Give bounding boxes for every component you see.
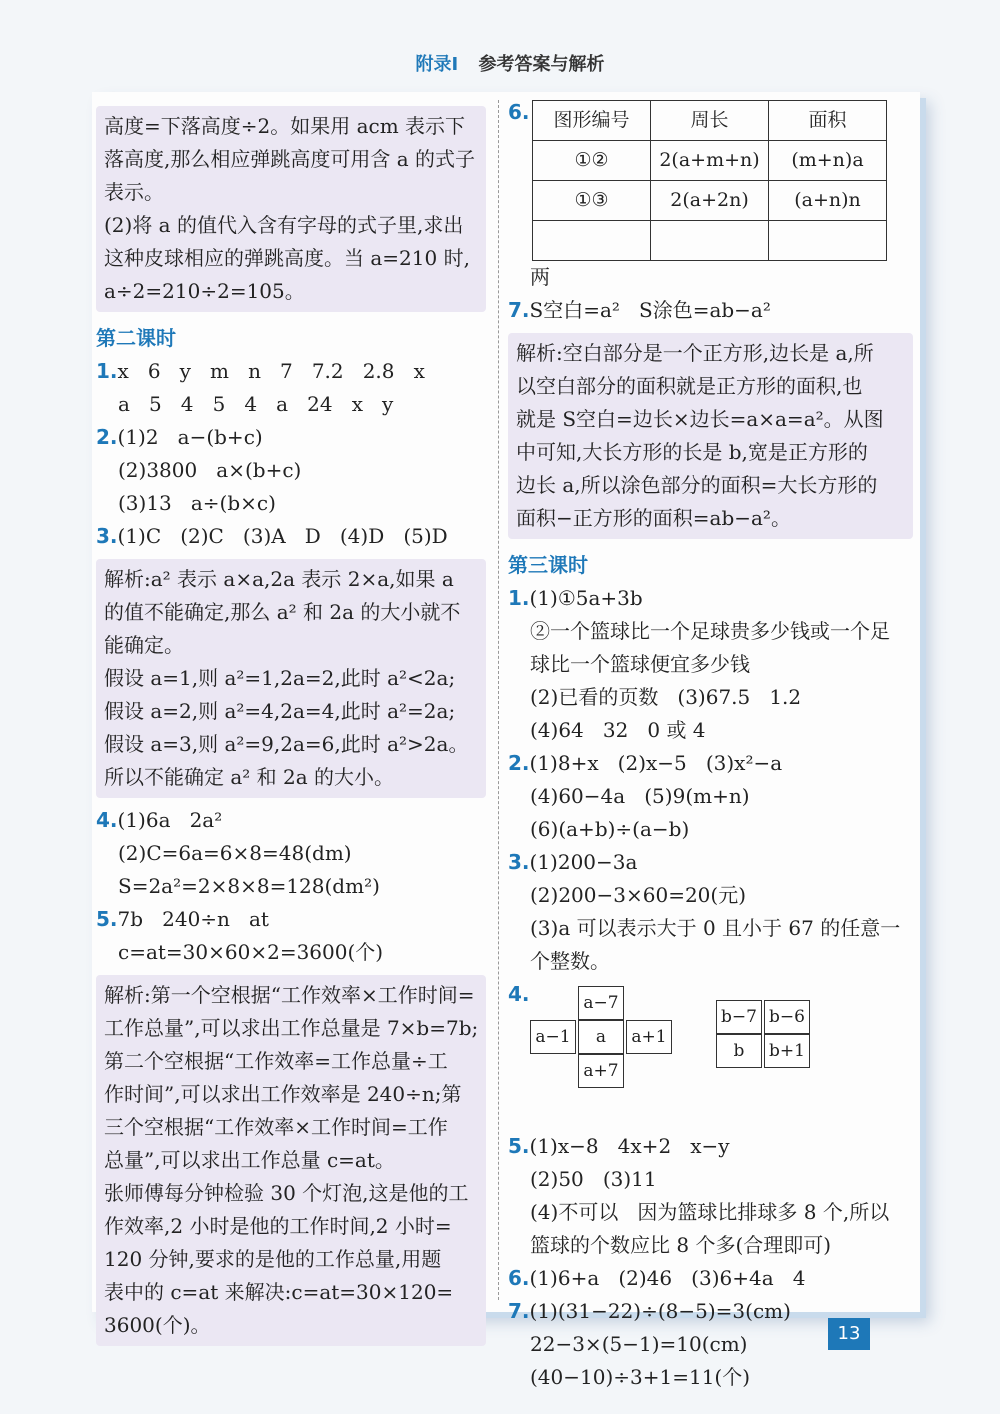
table-cell: ①③ — [533, 181, 651, 221]
answer-5: 5.7b 240÷n at — [96, 907, 269, 931]
table-row — [533, 221, 887, 261]
analysis-box-1 — [96, 106, 486, 312]
r-answer-5-line: (4)不可以 因为篮球比排球多 8 个,所以 — [530, 1200, 890, 1224]
r-answer-3-line: (2)200−3×60=20(元) — [530, 883, 747, 907]
column-divider — [498, 100, 499, 1300]
answer-3: 3.(1)C (2)C (3)A D (4)D (5)D — [96, 524, 448, 548]
box-line: 三个空根据“工作效率×工作时间=工作 — [104, 1115, 448, 1139]
r-answer-1-line: (2)已看的页数 (3)67.5 1.2 — [530, 685, 802, 709]
shape-table — [532, 100, 887, 261]
grid-cell: a+1 — [626, 1020, 672, 1054]
answer-4-line: S=2a²=2×8×8=128(dm²) — [118, 874, 380, 898]
table-cell: (m+n)a — [769, 141, 887, 181]
r-answer-1-line: ②一个篮球比一个足球贵多少钱或一个足 — [530, 619, 890, 643]
box-line: 假设 a=1,则 a²=1,2a=2,此时 a²<2a; — [104, 666, 456, 690]
box-line: 120 分钟,要求的是他的工作总量,用题 — [104, 1247, 442, 1271]
answer-2-line: (2)3800 a×(b+c) — [118, 458, 302, 482]
table-header-cell: 图形编号 — [533, 101, 651, 141]
table-header-cell: 面积 — [769, 101, 887, 141]
table-cell: (a+n)n — [769, 181, 887, 221]
answer-1: 1.x 6 y m n 7 7.2 2.8 x — [96, 359, 425, 383]
number-grids — [526, 986, 913, 1126]
analysis-box-2 — [96, 559, 486, 798]
r-answer-7-line: (40−10)÷3+1=11(个) — [530, 1365, 751, 1389]
r-answer-6: 6.(1)6+a (2)46 (3)6+4a 4 — [508, 1266, 806, 1290]
table-cell: 2(a+m+n) — [651, 141, 769, 181]
section-title-lesson3: 第三课时 — [508, 553, 588, 577]
box-line: 这种皮球相应的弹跳高度。当 a=210 时, — [104, 246, 470, 270]
r-answer-4: 4. — [508, 982, 530, 1006]
box-line: 落高度,那么相应弹跳高度可用含 a 的式子 — [104, 147, 475, 171]
table-header-cell: 周长 — [651, 101, 769, 141]
r-answer-3-line: 个整数。 — [530, 949, 610, 973]
r-answer-7-line: 22−3×(5−1)=10(cm) — [530, 1332, 748, 1356]
header-title: 参考答案与解析 — [478, 54, 605, 75]
box-line: 3600(个)。 — [104, 1313, 211, 1337]
box-line: 以空白部分的面积就是正方形的面积,也 — [516, 374, 863, 398]
answer-6-label: 6. — [508, 100, 530, 124]
table-row — [533, 141, 887, 181]
table-cell — [651, 221, 769, 261]
r-answer-5: 5.(1)x−8 4x+2 x−y — [508, 1134, 730, 1158]
box-line: 表中的 c=at 来解决:c=at=30×120= — [104, 1280, 454, 1304]
box-line: 张师傅每分钟检验 30 个灯泡,这是他的工 — [104, 1181, 469, 1205]
grid-cell: a−7 — [578, 986, 624, 1020]
grid-cell: a−1 — [530, 1020, 576, 1054]
answer-4-line: (2)C=6a=6×8=48(dm) — [118, 841, 352, 865]
r-answer-5-line: 篮球的个数应比 8 个多(合理即可) — [530, 1233, 832, 1257]
box-line: 表示。 — [104, 180, 164, 204]
answer-2: 2.(1)2 a−(b+c) — [96, 425, 263, 449]
box-line: 假设 a=2,则 a²=4,2a=4,此时 a²=2a; — [104, 699, 456, 723]
box-line: 面积−正方形的面积=ab−a²。 — [516, 506, 791, 530]
answer-6-after: 两 — [530, 265, 550, 289]
answer-1-line2: a 5 4 5 4 a 24 x y — [118, 392, 394, 416]
box-line: 总量”,可以求出工作总量 c=at。 — [104, 1148, 395, 1172]
box-line: 中可知,大长方形的长是 b,宽是正方形的 — [516, 440, 868, 464]
appendix-label: 附录Ⅰ — [415, 54, 459, 75]
box-line: 第二个空根据“工作效率=工作总量÷工 — [104, 1049, 448, 1073]
page-number: 13 — [828, 1318, 870, 1350]
r-answer-1-line: (4)64 32 0 或 4 — [530, 718, 706, 742]
answer-7: 7.S空白=a² S涂色=ab−a² — [508, 298, 771, 322]
table-header-row — [533, 101, 887, 141]
box-line: 边长 a,所以涂色部分的面积=大长方形的 — [516, 473, 878, 497]
box-line: (2)将 a 的值代入含有字母的式子里,求出 — [104, 213, 464, 237]
grid-cell: b−6 — [764, 1000, 810, 1034]
table-cell — [769, 221, 887, 261]
answer-4: 4.(1)6a 2a² — [96, 808, 223, 832]
r-answer-1: 1.(1)①5a+3b — [508, 586, 643, 610]
r-answer-2-line: (4)60−4a (5)9(m+n) — [530, 784, 750, 808]
box-line: 假设 a=3,则 a²=9,2a=6,此时 a²>2a。 — [104, 732, 469, 756]
table-cell — [533, 221, 651, 261]
grid-cell: b — [716, 1034, 762, 1068]
r-answer-2: 2.(1)8+x (2)x−5 (3)x²−a — [508, 751, 783, 775]
r-answer-1-line: 球比一个篮球便宜多少钱 — [530, 652, 750, 676]
r-answer-7: 7.(1)(31−22)÷(8−5)=3(cm) — [508, 1299, 791, 1323]
grid-cell: a+7 — [578, 1054, 624, 1088]
box-line: 解析:空白部分是一个正方形,边长是 a,所 — [516, 341, 874, 365]
answer-5-line: c=at=30×60×2=3600(个) — [118, 940, 384, 964]
box-line: a÷2=210÷2=105。 — [104, 279, 305, 303]
r-answer-2-line: (6)(a+b)÷(a−b) — [530, 817, 690, 841]
box-line: 就是 S空白=边长×边长=a×a=a²。从图 — [516, 407, 884, 431]
box-line: 高度=下落高度÷2。如果用 acm 表示下 — [104, 114, 466, 138]
grid-cell: a — [578, 1020, 624, 1054]
analysis-box-3 — [96, 975, 486, 1346]
box-line: 的值不能确定,那么 a² 和 2a 的大小就不 — [104, 600, 461, 624]
analysis-box-4 — [508, 333, 913, 539]
section-title-lesson2: 第二课时 — [96, 326, 176, 350]
answer-2-line: (3)13 a÷(b×c) — [118, 491, 276, 515]
box-line: 作时间”,可以求出工作效率是 240÷n;第 — [104, 1082, 462, 1106]
r-answer-5-line: (2)50 (3)11 — [530, 1167, 657, 1191]
box-line: 能确定。 — [104, 633, 184, 657]
right-column — [508, 96, 913, 1394]
grid-cell: b−7 — [716, 1000, 762, 1034]
box-line: 所以不能确定 a² 和 2a 的大小。 — [104, 765, 395, 789]
r-answer-3: 3.(1)200−3a — [508, 850, 638, 874]
page-header — [360, 50, 660, 76]
table-cell: ①② — [533, 141, 651, 181]
box-line: 工作总量”,可以求出工作总量是 7×b=7b; — [104, 1016, 479, 1040]
box-line: 解析:第一个空根据“工作效率×工作时间= — [104, 983, 475, 1007]
table-row — [533, 181, 887, 221]
left-column — [96, 100, 486, 1352]
box-line: 解析:a² 表示 a×a,2a 表示 2×a,如果 a — [104, 567, 454, 591]
grid-cell: b+1 — [764, 1034, 810, 1068]
table-cell: 2(a+2n) — [651, 181, 769, 221]
r-answer-3-line: (3)a 可以表示大于 0 且小于 67 的任意一 — [530, 916, 901, 940]
box-line: 作效率,2 小时是他的工作时间,2 小时= — [104, 1214, 452, 1238]
